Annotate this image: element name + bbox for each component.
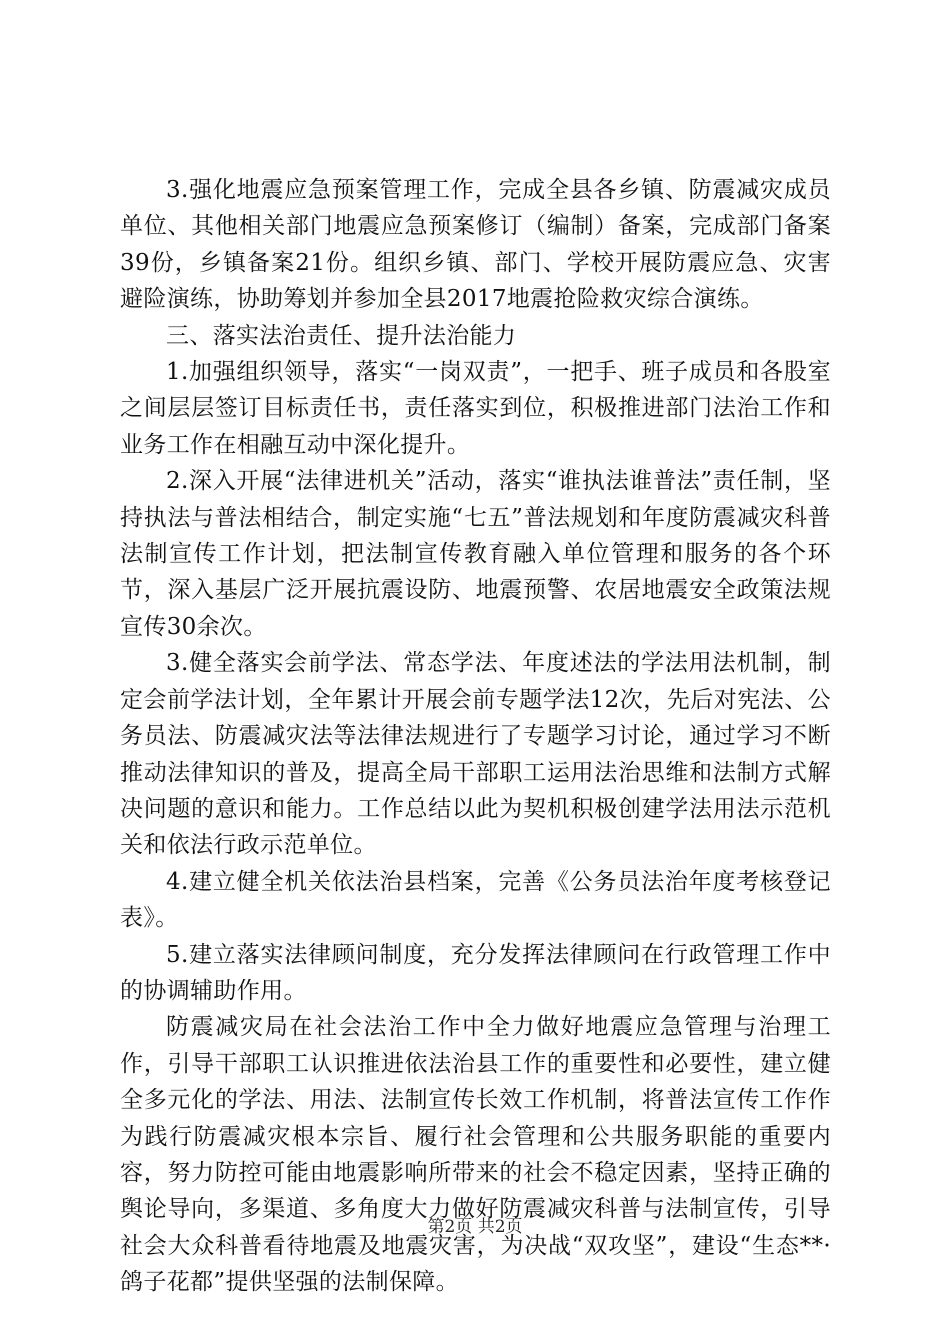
paragraph-earthquake-emergency-plan: 3.强化地震应急预案管理工作，完成全县各乡镇、防震减灾成员单位、其他相关部门地震应急预案修订（编制）备案，完成部门备案39份，乡镇备案21份。组织乡镇、部门、学校开展防震应急、灾害避险演练，协助筹划并参加全县2017地震抢险救灾综合演练。 bbox=[120, 177, 831, 313]
section-heading-rule-of-law: 三、落实法治责任、提升法治能力 bbox=[166, 322, 517, 349]
document-body bbox=[120, 172, 831, 1301]
paragraph-study-law-mechanism: 3.健全落实会前学法、常态学法、年度述法的学法用法机制，制定会前学法计划，全年累计开展会前专题学法12次，先后对宪法、公务员法、防震减灾法等法律法规进行了专题学习讨论，通过学习不断推动法律知识的普及，提高全局干部职工运用法治思维和法制方式解决问题的意识和能力。工作总结以此为契机积极创建学法用法示范机关和依法行政示范单位。 bbox=[120, 650, 831, 859]
paragraph-law-into-agencies: 2.深入开展“法律进机关”活动，落实“谁执法谁普法”责任制，坚持执法与普法相结合，制定实施“七五”普法规划和年度防震减灾科普法制宣传工作计划，把法制宣传教育融入单位管理和服务的各个环节，深入基层广泛开展抗震设防、地震预警、农居地震安全政策法规宣传30余次。 bbox=[120, 468, 831, 640]
paragraph-organization-leadership: 1.加强组织领导，落实“一岗双责”，一把手、班子成员和各股室之间层层签订目标责任书，责任落实到位，积极推进部门法治工作和业务工作在相融互动中深化提升。 bbox=[120, 359, 831, 458]
paragraph-summary: 防震减灾局在社会法治工作中全力做好地震应急管理与治理工作，引导干部职工认识推进依法治县工作的重要性和必要性，建立健全多元化的学法、用法、法制宣传长效工作机制，将普法宣传工作作为践行防震减灾根本宗旨、履行社会管理和公共服务职能的重要内容，努力防控可能由地震影响所带来的社会不稳定因素，坚持正确的舆论导向，多渠道、多角度大力做好防震减灾科普与法制宣传，引导社会大众科普看待地震及地震灾害，为决战“双攻坚”，建设“生态**·鸽子花都”提供坚强的法制保障。 bbox=[120, 1014, 831, 1296]
paragraph-archive-system: 4.建立健全机关依法治县档案，完善《公务员法治年度考核登记表》。 bbox=[120, 868, 831, 932]
paragraph-legal-advisor: 5.建立落实法律顾问制度，充分发挥法律顾问在行政管理工作中的协调辅助作用。 bbox=[120, 941, 831, 1004]
page-number-footer: 第2页 共2页 bbox=[427, 1217, 523, 1237]
